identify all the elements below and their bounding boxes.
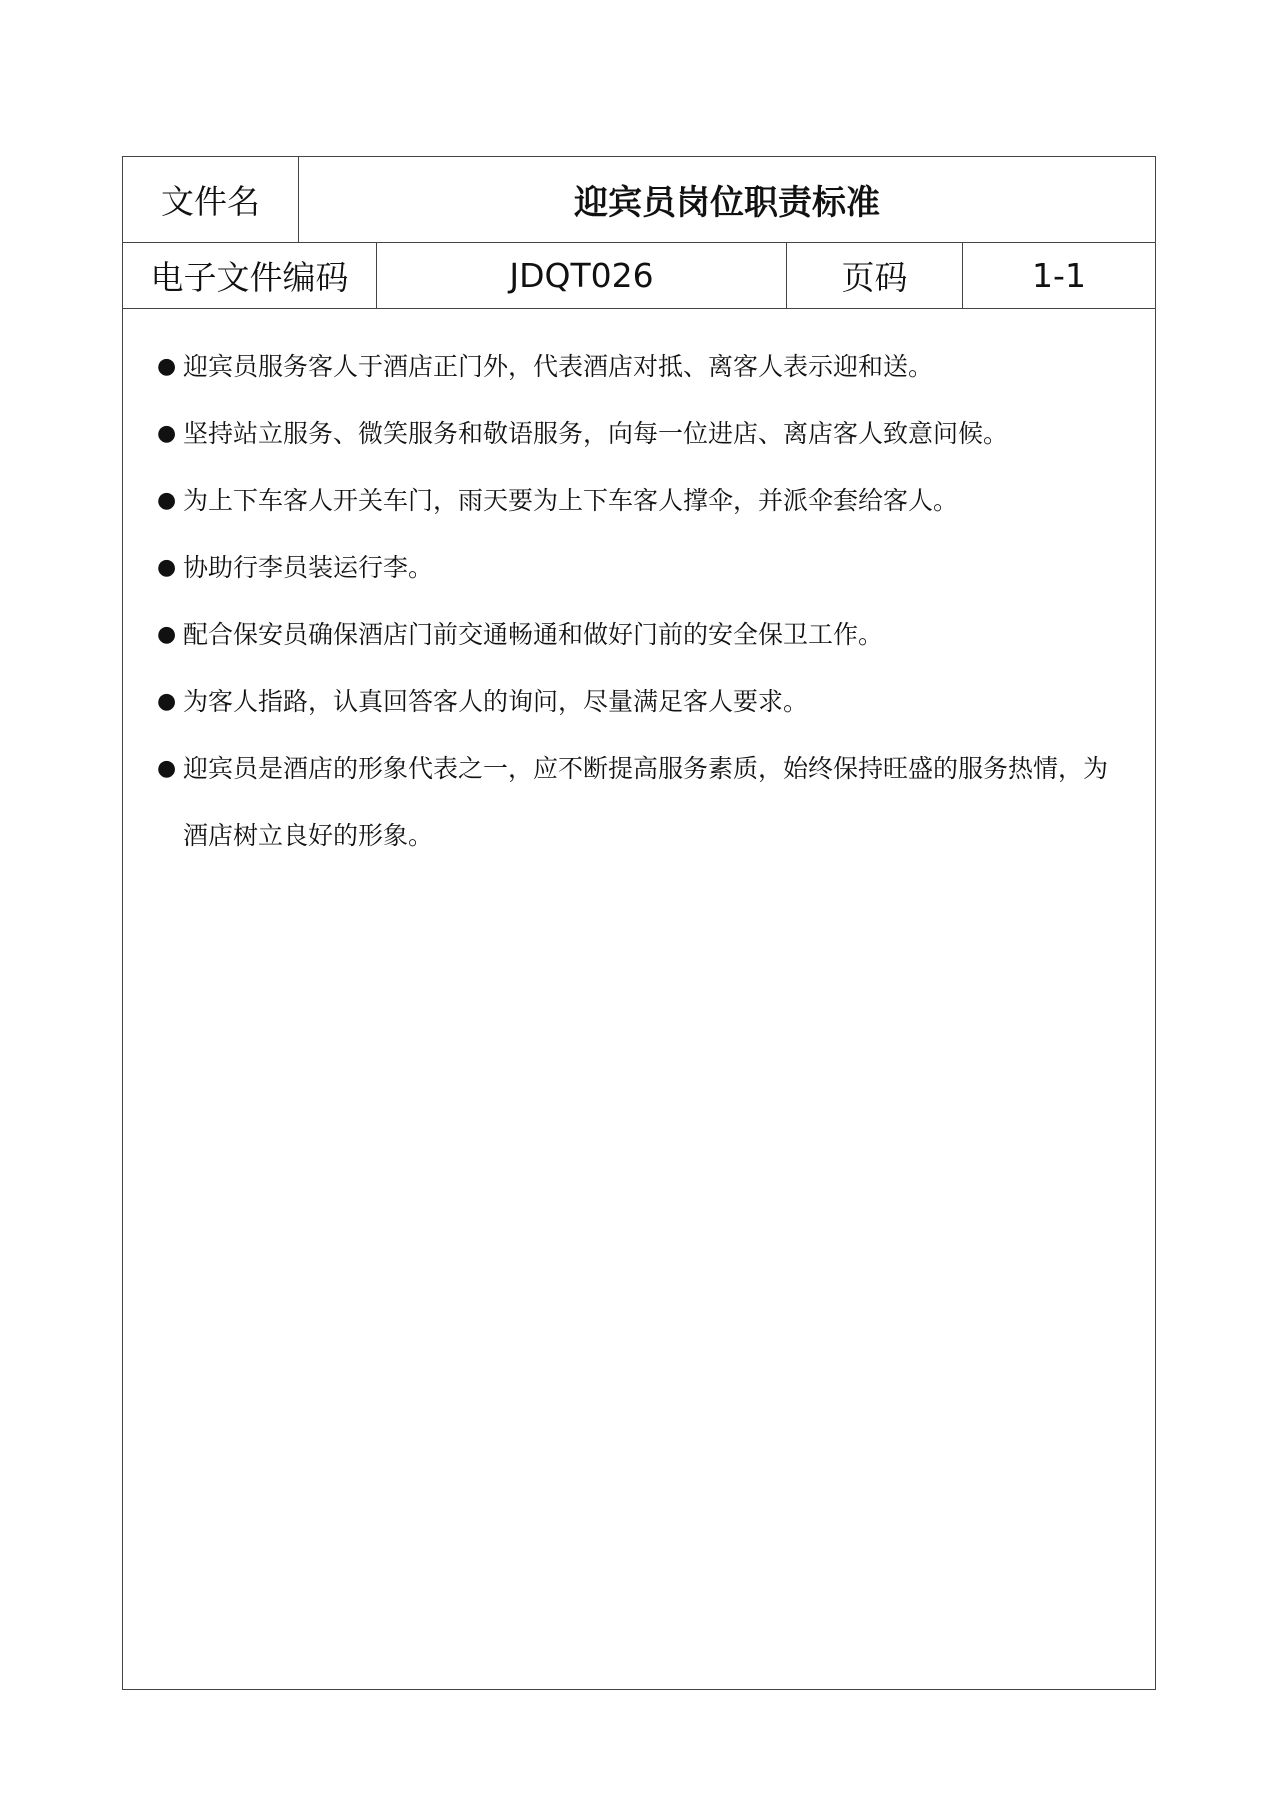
- duty-text: 为客人指路，认真回答客人的询问，尽量满足客人要求。: [183, 687, 809, 716]
- list-item: [157, 668, 1125, 735]
- file-name-label: 文件名: [123, 157, 299, 242]
- bullet-icon: ●: [157, 421, 177, 446]
- duty-text: 迎宾员是酒店的形象代表之一，应不断提高服务素质，始终保持旺盛的服务热情，为酒店树立良好的形象。: [183, 754, 1109, 850]
- code-value: JDQT026: [377, 243, 787, 308]
- bullet-icon: ●: [157, 756, 177, 781]
- list-item: [157, 735, 1125, 869]
- header-row-meta: [123, 243, 1155, 309]
- list-item: [157, 534, 1125, 601]
- bullet-icon: ●: [157, 689, 177, 714]
- duty-text: 坚持站立服务、微笑服务和敬语服务，向每一位进店、离店客人致意问候。: [183, 419, 1009, 448]
- list-item: [157, 467, 1125, 534]
- document-title: 迎宾员岗位职责标准: [574, 183, 880, 223]
- bullet-icon: ●: [157, 354, 177, 379]
- duties-list: [157, 333, 1125, 869]
- bullet-icon: ●: [157, 622, 177, 647]
- bullet-icon: ●: [157, 488, 177, 513]
- duty-text: 配合保安员确保酒店门前交通畅通和做好门前的安全保卫工作。: [183, 620, 884, 649]
- code-label: 电子文件编码: [123, 243, 377, 308]
- document-frame: [122, 156, 1156, 1690]
- list-item: [157, 333, 1125, 400]
- list-item: [157, 400, 1125, 467]
- header-row-title: [123, 157, 1155, 243]
- bullet-icon: ●: [157, 555, 177, 580]
- page-label: 页码: [787, 243, 963, 308]
- duty-text: 迎宾员服务客人于酒店正门外，代表酒店对抵、离客人表示迎和送。: [183, 352, 934, 381]
- duty-text: 协助行李员装运行李。: [183, 553, 434, 582]
- list-item: [157, 601, 1125, 668]
- page-value: 1-1: [1032, 256, 1086, 295]
- duty-text: 为上下车客人开关车门，雨天要为上下车客人撑伞，并派伞套给客人。: [183, 486, 959, 515]
